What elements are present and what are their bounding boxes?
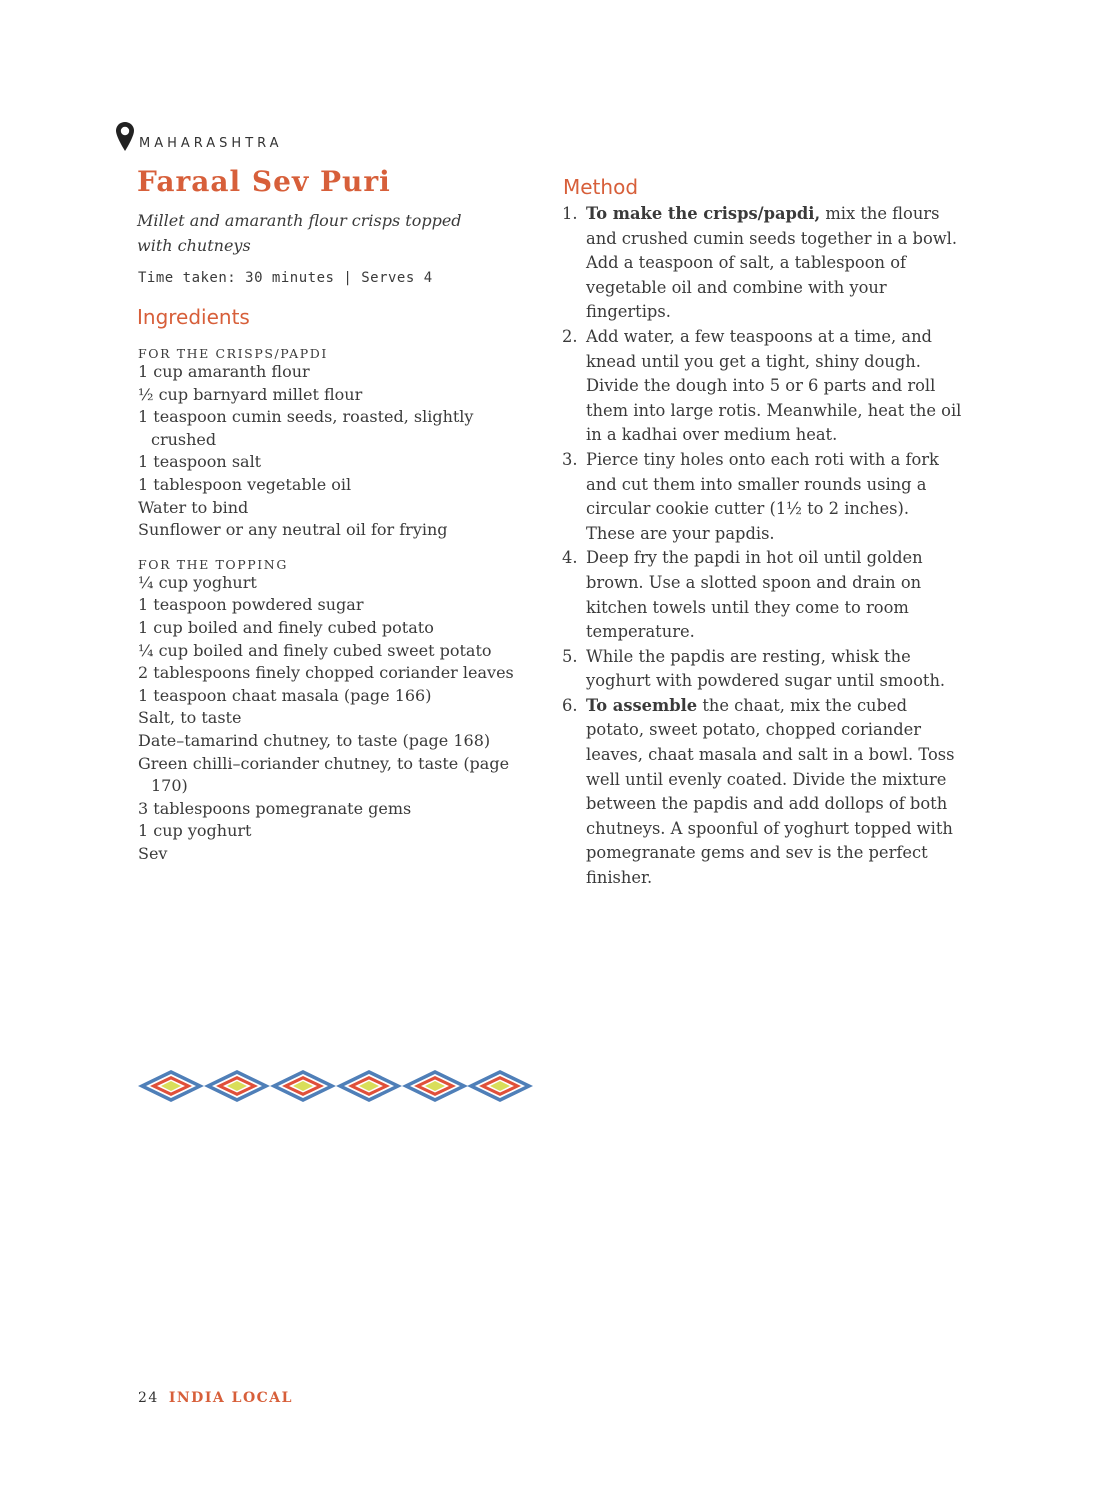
ingredient-items	[138, 361, 538, 542]
book-title: INDIA LOCAL	[168, 1390, 293, 1406]
method-steps	[562, 202, 962, 891]
step-number: 6.	[562, 695, 578, 715]
diamond-motif	[138, 1070, 204, 1102]
ingredient-item: 3 tablespoons pomegranate gems	[138, 798, 412, 818]
method-step	[562, 448, 962, 546]
method-heading: Method	[563, 175, 639, 199]
step-text: mix the flours and crushed cumin seeds together in a bowl. Add a teaspoon of salt, a tablespoon of vegetable oil and combine with your fingertips.	[586, 204, 958, 322]
ingredient-item: Sev	[138, 843, 168, 863]
ingredient-group-label: FOR THE TOPPING	[138, 556, 288, 572]
diamond-motif-border	[138, 1068, 533, 1104]
recipe-meta: Time taken: 30 minutes | Serves 4	[138, 270, 433, 286]
ingredient-item: 1 cup boiled and finely cubed potato	[138, 617, 434, 637]
ingredient-items	[138, 572, 538, 866]
step-text: Add water, a few teaspoons at a time, and knead until you get a tight, shiny dough. Divide the dough into 5 or 6 parts and roll them into large rotis. Meanwhile, heat the oil in a kadhai over medium heat.	[586, 326, 962, 445]
method-step	[562, 645, 962, 694]
ingredient-group-crisps	[138, 346, 538, 542]
location-pin-icon	[115, 121, 135, 153]
ingredient-item: 1 cup amaranth flour	[138, 362, 310, 381]
ingredient-item: ½ cup barnyard millet flour	[138, 384, 363, 404]
region-label: MAHARASHTRA	[139, 136, 283, 151]
method-step	[562, 325, 962, 448]
method-step-list	[562, 202, 962, 891]
step-text: Deep fry the papdi in hot oil until golden brown. Use a slotted spoon and drain on kitchen towels until they come to room temperature.	[586, 548, 923, 642]
page-number: 24	[138, 1390, 159, 1406]
ingredient-item: Green chilli–coriander chutney, to taste (page 170)	[138, 753, 510, 796]
step-text: the chaat, mix the cubed potato, sweet potato, chopped coriander leaves, chaat masala and salt in a bowl. Toss well until evenly coated. Divide the mixture between the papdis and add dollops of both chutneys. A spoonful of yoghurt topped with pomegranate gems and sev is the perfect finisher.	[586, 695, 955, 888]
step-number: 2.	[562, 326, 578, 346]
step-lead: To assemble	[586, 695, 698, 715]
ingredient-item: Date–tamarind chutney, to taste (page 168)	[138, 730, 491, 750]
step-text: Pierce tiny holes onto each roti with a fork and cut them into smaller rounds using a circular cookie cutter (1½ to 2 inches). These are your papdis.	[586, 449, 939, 543]
diamond-motif	[270, 1070, 336, 1102]
ingredient-item: 1 cup yoghurt	[138, 821, 252, 841]
diamond-motif	[336, 1070, 402, 1102]
diamond-motif	[204, 1070, 270, 1102]
ingredient-item: Sunflower or any neutral oil for frying	[138, 520, 448, 540]
ingredient-item: 1 teaspoon cumin seeds, roasted, slightly crushed	[138, 407, 474, 449]
page-footer	[138, 1390, 293, 1406]
ingredient-item: Water to bind	[138, 497, 249, 517]
ingredient-item: 1 teaspoon powdered sugar	[138, 595, 364, 615]
ingredient-group-topping	[138, 557, 538, 866]
ingredient-item: ¼ cup yoghurt	[138, 572, 257, 592]
step-number: 4.	[562, 548, 578, 568]
ingredient-item: 1 tablespoon vegetable oil	[138, 474, 352, 494]
method-step	[562, 694, 962, 891]
ingredients-list	[138, 346, 538, 880]
recipe-subtitle: Millet and amaranth flour crisps topped with chutneys	[137, 211, 462, 255]
diamond-motif	[402, 1070, 468, 1102]
step-number: 1.	[562, 204, 578, 223]
step-text: While the papdis are resting, whisk the yoghurt with powdered sugar until smooth.	[586, 646, 946, 691]
diamond-motif	[467, 1070, 533, 1102]
ingredient-group-label: FOR THE CRISPS/PAPDI	[138, 346, 328, 361]
step-number: 3.	[562, 449, 578, 469]
method-step	[562, 546, 962, 644]
method-step	[562, 202, 962, 325]
ingredient-item: ¼ cup boiled and finely cubed sweet potato	[138, 640, 492, 660]
ingredient-item: 1 teaspoon salt	[138, 452, 262, 472]
step-number: 5.	[562, 646, 578, 666]
recipe-title: Faraal Sev Puri	[137, 165, 391, 198]
ingredient-item: 2 tablespoons finely chopped coriander leaves	[138, 663, 514, 683]
ingredient-item: Salt, to taste	[138, 708, 242, 728]
ingredients-heading: Ingredients	[137, 305, 250, 329]
ingredient-item: 1 teaspoon chaat masala (page 166)	[138, 685, 432, 705]
step-lead: To make the crisps/papdi,	[586, 204, 821, 223]
